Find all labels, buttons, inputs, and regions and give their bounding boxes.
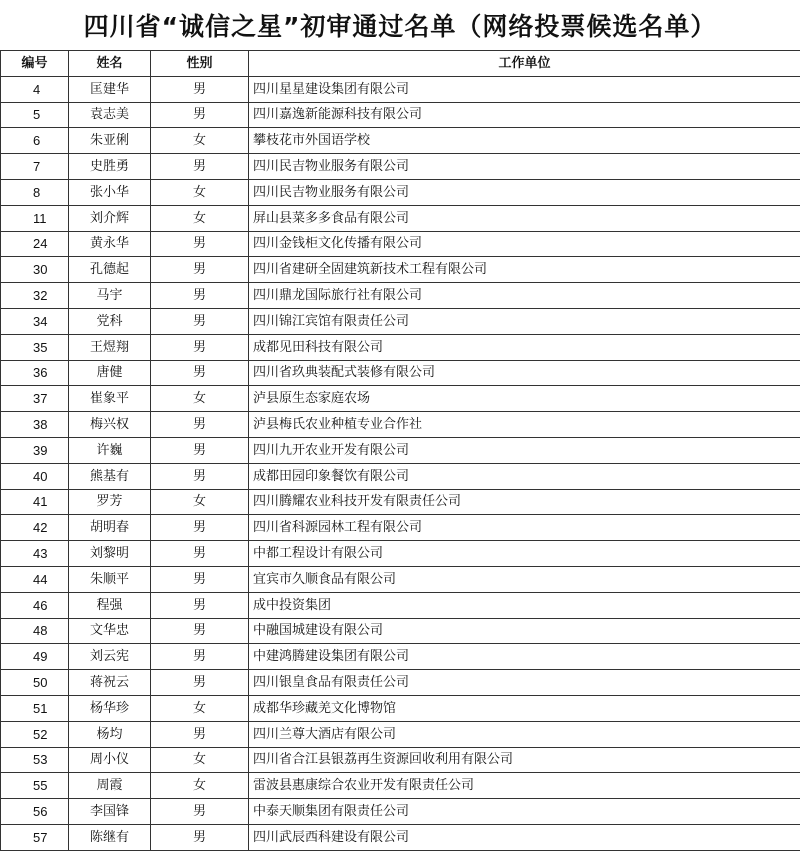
cell-name: 李国锋: [69, 799, 151, 825]
cell-id: 46: [1, 592, 69, 618]
cell-gender: 女: [151, 128, 249, 154]
cell-id: 4: [1, 76, 69, 102]
table-row: [1, 308, 800, 334]
cell-name: 周小仪: [69, 747, 151, 773]
cell-name: 张小华: [69, 179, 151, 205]
cell-unit: 屏山县菜多多食品有限公司: [249, 205, 800, 231]
cell-name: 王煜翔: [69, 334, 151, 360]
table-row: [1, 566, 800, 592]
cell-name: 梅兴权: [69, 412, 151, 438]
table-row: [1, 799, 800, 825]
cell-unit: 四川九开农业开发有限公司: [249, 437, 800, 463]
cell-id: 51: [1, 695, 69, 721]
cell-gender: 男: [151, 515, 249, 541]
table-header-row: [1, 51, 800, 77]
header-gender: 性别: [151, 51, 249, 77]
table-row: [1, 102, 800, 128]
cell-gender: 男: [151, 592, 249, 618]
cell-unit: 四川嘉逸新能源科技有限公司: [249, 102, 800, 128]
cell-id: 7: [1, 154, 69, 180]
cell-unit: 四川民吉物业服务有限公司: [249, 179, 800, 205]
cell-name: 陈继有: [69, 824, 151, 850]
cell-name: 杨均: [69, 721, 151, 747]
cell-name: 孔德起: [69, 257, 151, 283]
table-row: [1, 412, 800, 438]
cell-id: 24: [1, 231, 69, 257]
cell-id: 32: [1, 283, 69, 309]
cell-unit: 中建鸿腾建设集团有限公司: [249, 644, 800, 670]
header-id: 编号: [1, 51, 69, 77]
cell-unit: 中融国城建设有限公司: [249, 618, 800, 644]
cell-unit: 成都田园印象餐饮有限公司: [249, 463, 800, 489]
cell-name: 蒋祝云: [69, 670, 151, 696]
cell-unit: 四川省玖典装配式装修有限公司: [249, 360, 800, 386]
table-row: [1, 257, 800, 283]
cell-id: 52: [1, 721, 69, 747]
table-row: [1, 592, 800, 618]
cell-id: 40: [1, 463, 69, 489]
cell-gender: 男: [151, 360, 249, 386]
cell-gender: 男: [151, 541, 249, 567]
cell-unit: 攀枝花市外国语学校: [249, 128, 800, 154]
cell-id: 55: [1, 773, 69, 799]
cell-name: 刘云宪: [69, 644, 151, 670]
cell-name: 许巍: [69, 437, 151, 463]
table-row: [1, 670, 800, 696]
cell-unit: 成都华珍藏羌文化博物馆: [249, 695, 800, 721]
cell-unit: 宜宾市久顺食品有限公司: [249, 566, 800, 592]
header-name: 姓名: [69, 51, 151, 77]
cell-id: 57: [1, 824, 69, 850]
cell-gender: 女: [151, 386, 249, 412]
cell-unit: 四川兰尊大酒店有限公司: [249, 721, 800, 747]
cell-id: 44: [1, 566, 69, 592]
cell-unit: 四川民吉物业服务有限公司: [249, 154, 800, 180]
cell-name: 罗芳: [69, 489, 151, 515]
table-row: [1, 179, 800, 205]
table-row: [1, 721, 800, 747]
table-row: [1, 489, 800, 515]
cell-name: 文华忠: [69, 618, 151, 644]
cell-unit: 泸县梅氏农业种植专业合作社: [249, 412, 800, 438]
table-row: [1, 205, 800, 231]
table-row: [1, 515, 800, 541]
cell-id: 41: [1, 489, 69, 515]
cell-unit: 四川省科源园林工程有限公司: [249, 515, 800, 541]
cell-name: 杨华珍: [69, 695, 151, 721]
cell-id: 50: [1, 670, 69, 696]
cell-gender: 男: [151, 824, 249, 850]
cell-id: 6: [1, 128, 69, 154]
cell-gender: 男: [151, 670, 249, 696]
table-row: [1, 773, 800, 799]
cell-gender: 男: [151, 231, 249, 257]
cell-gender: 男: [151, 102, 249, 128]
cell-id: 30: [1, 257, 69, 283]
cell-name: 袁志美: [69, 102, 151, 128]
cell-gender: 女: [151, 179, 249, 205]
table-row: [1, 386, 800, 412]
cell-id: 35: [1, 334, 69, 360]
table-row: [1, 644, 800, 670]
cell-id: 34: [1, 308, 69, 334]
cell-gender: 男: [151, 412, 249, 438]
cell-name: 崔象平: [69, 386, 151, 412]
cell-gender: 女: [151, 695, 249, 721]
table-row: [1, 334, 800, 360]
cell-id: 39: [1, 437, 69, 463]
cell-id: 48: [1, 618, 69, 644]
cell-gender: 男: [151, 644, 249, 670]
cell-id: 38: [1, 412, 69, 438]
cell-gender: 男: [151, 463, 249, 489]
page-title: 四川省“诚信之星”初审通过名单（网络投票候选名单）: [83, 12, 717, 41]
cell-name: 朱亚俐: [69, 128, 151, 154]
cell-unit: 四川省建研全固建筑新技术工程有限公司: [249, 257, 800, 283]
cell-unit: 四川金钱柜文化传播有限公司: [249, 231, 800, 257]
cell-gender: 男: [151, 437, 249, 463]
table-row: [1, 463, 800, 489]
cell-gender: 男: [151, 618, 249, 644]
cell-unit: 雷波县惠康综合农业开发有限责任公司: [249, 773, 800, 799]
cell-id: 11: [1, 205, 69, 231]
cell-gender: 女: [151, 773, 249, 799]
cell-name: 匡建华: [69, 76, 151, 102]
cell-gender: 男: [151, 154, 249, 180]
cell-name: 刘介辉: [69, 205, 151, 231]
cell-unit: 四川银皇食品有限责任公司: [249, 670, 800, 696]
cell-gender: 男: [151, 76, 249, 102]
table-row: [1, 231, 800, 257]
cell-id: 8: [1, 179, 69, 205]
table-row: [1, 541, 800, 567]
cell-name: 胡明春: [69, 515, 151, 541]
cell-id: 37: [1, 386, 69, 412]
cell-name: 黄永华: [69, 231, 151, 257]
cell-unit: 成都见田科技有限公司: [249, 334, 800, 360]
table-row: [1, 360, 800, 386]
header-unit: 工作单位: [249, 51, 800, 77]
cell-unit: 泸县原生态家庭农场: [249, 386, 800, 412]
cell-id: 5: [1, 102, 69, 128]
candidate-table: [0, 50, 800, 851]
cell-name: 唐健: [69, 360, 151, 386]
cell-unit: 中都工程设计有限公司: [249, 541, 800, 567]
table-row: [1, 283, 800, 309]
cell-unit: 四川省合江县银荔再生资源回收利用有限公司: [249, 747, 800, 773]
cell-name: 朱顺平: [69, 566, 151, 592]
cell-gender: 女: [151, 747, 249, 773]
cell-id: 56: [1, 799, 69, 825]
cell-gender: 男: [151, 566, 249, 592]
cell-unit: 四川锦江宾馆有限责任公司: [249, 308, 800, 334]
table-row: [1, 437, 800, 463]
cell-unit: 中泰天顺集团有限责任公司: [249, 799, 800, 825]
cell-gender: 女: [151, 489, 249, 515]
cell-name: 马宇: [69, 283, 151, 309]
table-row: [1, 695, 800, 721]
cell-unit: 四川鼎龙国际旅行社有限公司: [249, 283, 800, 309]
cell-gender: 男: [151, 799, 249, 825]
cell-gender: 男: [151, 721, 249, 747]
cell-id: 53: [1, 747, 69, 773]
cell-gender: 男: [151, 334, 249, 360]
cell-gender: 女: [151, 205, 249, 231]
cell-unit: 成中投资集团: [249, 592, 800, 618]
cell-id: 36: [1, 360, 69, 386]
cell-name: 程强: [69, 592, 151, 618]
table-row: [1, 824, 800, 850]
cell-name: 周霞: [69, 773, 151, 799]
cell-unit: 四川腾耀农业科技开发有限责任公司: [249, 489, 800, 515]
cell-unit: 四川星星建设集团有限公司: [249, 76, 800, 102]
cell-id: 42: [1, 515, 69, 541]
cell-unit: 四川武辰西科建设有限公司: [249, 824, 800, 850]
table-row: [1, 747, 800, 773]
table-row: [1, 154, 800, 180]
cell-gender: 男: [151, 283, 249, 309]
cell-name: 熊基有: [69, 463, 151, 489]
cell-id: 43: [1, 541, 69, 567]
table-row: [1, 618, 800, 644]
cell-name: 刘黎明: [69, 541, 151, 567]
cell-name: 史胜勇: [69, 154, 151, 180]
table-row: [1, 76, 800, 102]
cell-gender: 男: [151, 257, 249, 283]
cell-gender: 男: [151, 308, 249, 334]
cell-name: 党科: [69, 308, 151, 334]
table-row: [1, 128, 800, 154]
cell-id: 49: [1, 644, 69, 670]
